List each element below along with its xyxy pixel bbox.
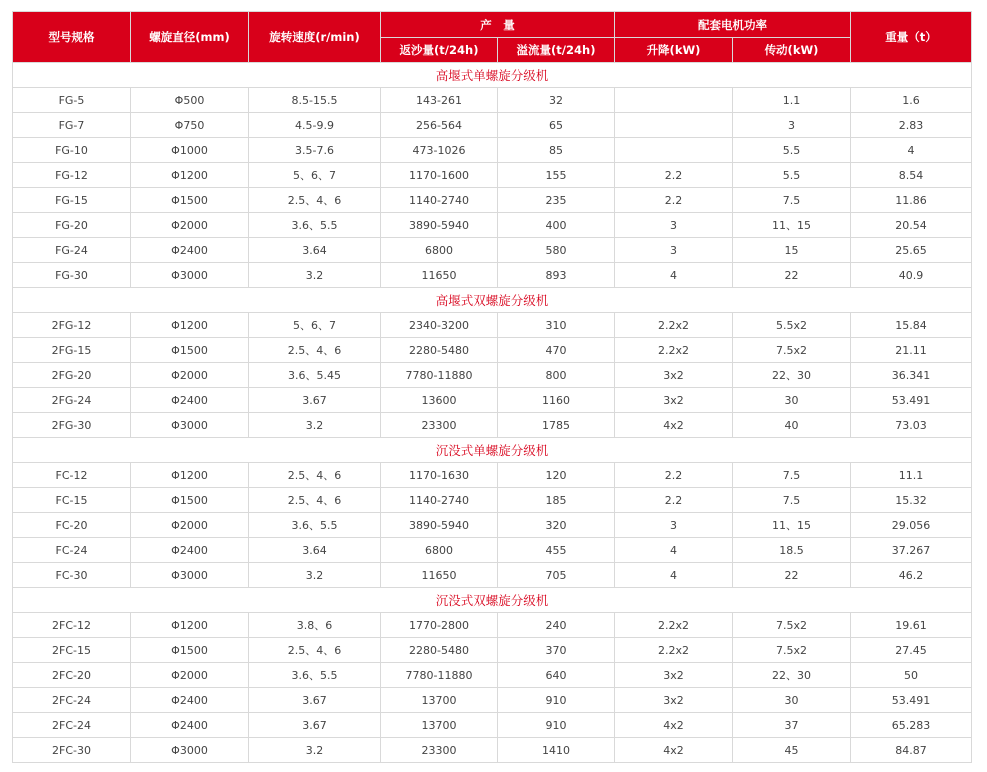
cell-drive-power: 40: [733, 413, 851, 438]
cell-drive-power: 15: [733, 238, 851, 263]
cell-weight: 37.267: [851, 538, 972, 563]
table-row: [13, 388, 972, 413]
cell-overflow: 910: [498, 713, 615, 738]
cell-weight: 36.341: [851, 363, 972, 388]
cell-diameter: Φ1000: [131, 138, 249, 163]
cell-return-sand: 1140-2740: [381, 188, 498, 213]
cell-lift-power: 4: [615, 263, 733, 288]
cell-drive-power: 22、30: [733, 363, 851, 388]
cell-drive-power: 7.5x2: [733, 613, 851, 638]
cell-diameter: Φ2400: [131, 538, 249, 563]
cell-drive-power: 22: [733, 563, 851, 588]
section-title: 沉没式双螺旋分级机: [13, 588, 972, 613]
cell-lift-power: [615, 138, 733, 163]
cell-lift-power: 2.2: [615, 488, 733, 513]
cell-return-sand: 23300: [381, 738, 498, 763]
cell-drive-power: 7.5: [733, 463, 851, 488]
table-row: [13, 538, 972, 563]
cell-lift-power: 3: [615, 238, 733, 263]
cell-speed: 5、6、7: [249, 313, 381, 338]
cell-overflow: 640: [498, 663, 615, 688]
table-row: [13, 713, 972, 738]
cell-weight: 46.2: [851, 563, 972, 588]
cell-drive-power: 5.5: [733, 163, 851, 188]
cell-overflow: 400: [498, 213, 615, 238]
table-row: [13, 663, 972, 688]
cell-model: FC-24: [13, 538, 131, 563]
cell-lift-power: [615, 113, 733, 138]
cell-return-sand: 1140-2740: [381, 488, 498, 513]
header-speed: 旋转速度(r/min): [249, 12, 381, 63]
cell-drive-power: 7.5: [733, 488, 851, 513]
cell-speed: 3.2: [249, 563, 381, 588]
header-capacity: 产 量: [381, 12, 615, 38]
cell-diameter: Φ3000: [131, 738, 249, 763]
cell-speed: 3.67: [249, 713, 381, 738]
table-row: [13, 138, 972, 163]
cell-return-sand: 1770-2800: [381, 613, 498, 638]
cell-weight: 53.491: [851, 388, 972, 413]
cell-speed: 2.5、4、6: [249, 488, 381, 513]
cell-model: 2FG-24: [13, 388, 131, 413]
table-body: [13, 63, 972, 763]
cell-diameter: Φ2400: [131, 238, 249, 263]
cell-speed: 2.5、4、6: [249, 188, 381, 213]
cell-model: FC-12: [13, 463, 131, 488]
cell-lift-power: 3x2: [615, 388, 733, 413]
cell-model: 2FC-24: [13, 713, 131, 738]
cell-model: 2FC-12: [13, 613, 131, 638]
cell-diameter: Φ1200: [131, 463, 249, 488]
section-title: 沉没式单螺旋分级机: [13, 438, 972, 463]
cell-model: FC-30: [13, 563, 131, 588]
cell-speed: 3.6、5.5: [249, 513, 381, 538]
cell-diameter: Φ3000: [131, 563, 249, 588]
cell-overflow: 32: [498, 88, 615, 113]
cell-weight: 1.6: [851, 88, 972, 113]
cell-speed: 2.5、4、6: [249, 638, 381, 663]
cell-lift-power: 3: [615, 513, 733, 538]
cell-overflow: 235: [498, 188, 615, 213]
cell-drive-power: 5.5: [733, 138, 851, 163]
cell-diameter: Φ2000: [131, 663, 249, 688]
cell-weight: 27.45: [851, 638, 972, 663]
cell-overflow: 705: [498, 563, 615, 588]
header-lift-power: 升降(kW): [615, 38, 733, 63]
cell-diameter: Φ750: [131, 113, 249, 138]
table-row: [13, 238, 972, 263]
cell-drive-power: 7.5: [733, 188, 851, 213]
cell-return-sand: 11650: [381, 563, 498, 588]
cell-model: FG-7: [13, 113, 131, 138]
cell-drive-power: 7.5x2: [733, 338, 851, 363]
cell-return-sand: 2280-5480: [381, 638, 498, 663]
cell-overflow: 120: [498, 463, 615, 488]
cell-weight: 19.61: [851, 613, 972, 638]
cell-return-sand: 13700: [381, 688, 498, 713]
cell-drive-power: 45: [733, 738, 851, 763]
cell-speed: 3.64: [249, 238, 381, 263]
cell-diameter: Φ2000: [131, 363, 249, 388]
cell-overflow: 65: [498, 113, 615, 138]
cell-diameter: Φ1500: [131, 638, 249, 663]
cell-overflow: 1160: [498, 388, 615, 413]
spec-table-container: [12, 11, 972, 763]
cell-lift-power: 4x2: [615, 413, 733, 438]
cell-weight: 50: [851, 663, 972, 688]
cell-return-sand: 6800: [381, 538, 498, 563]
cell-lift-power: 4: [615, 538, 733, 563]
cell-return-sand: 11650: [381, 263, 498, 288]
cell-overflow: 893: [498, 263, 615, 288]
section-header-row: [13, 438, 972, 463]
cell-speed: 3.2: [249, 738, 381, 763]
cell-weight: 11.1: [851, 463, 972, 488]
header-weight: 重量（t）: [851, 12, 972, 63]
table-header: [13, 12, 972, 63]
cell-model: FC-20: [13, 513, 131, 538]
spiral-classifier-spec-table: [12, 11, 972, 763]
cell-model: 2FC-20: [13, 663, 131, 688]
cell-lift-power: 2.2x2: [615, 313, 733, 338]
cell-lift-power: 2.2x2: [615, 338, 733, 363]
cell-weight: 53.491: [851, 688, 972, 713]
cell-weight: 40.9: [851, 263, 972, 288]
cell-return-sand: 143-261: [381, 88, 498, 113]
cell-lift-power: [615, 88, 733, 113]
table-row: [13, 213, 972, 238]
table-row: [13, 638, 972, 663]
cell-diameter: Φ2400: [131, 688, 249, 713]
cell-return-sand: 6800: [381, 238, 498, 263]
cell-model: FG-5: [13, 88, 131, 113]
cell-drive-power: 5.5x2: [733, 313, 851, 338]
table-row: [13, 738, 972, 763]
cell-drive-power: 30: [733, 388, 851, 413]
cell-return-sand: 256-564: [381, 113, 498, 138]
cell-speed: 8.5-15.5: [249, 88, 381, 113]
cell-diameter: Φ1200: [131, 313, 249, 338]
cell-speed: 2.5、4、6: [249, 338, 381, 363]
cell-return-sand: 1170-1630: [381, 463, 498, 488]
cell-diameter: Φ1200: [131, 163, 249, 188]
cell-overflow: 470: [498, 338, 615, 363]
cell-return-sand: 473-1026: [381, 138, 498, 163]
table-row: [13, 88, 972, 113]
cell-speed: 2.5、4、6: [249, 463, 381, 488]
cell-drive-power: 37: [733, 713, 851, 738]
cell-model: FG-12: [13, 163, 131, 188]
cell-weight: 73.03: [851, 413, 972, 438]
cell-lift-power: 3: [615, 213, 733, 238]
table-row: [13, 263, 972, 288]
cell-lift-power: 4x2: [615, 713, 733, 738]
cell-speed: 3.6、5.5: [249, 213, 381, 238]
cell-lift-power: 2.2: [615, 163, 733, 188]
cell-overflow: 580: [498, 238, 615, 263]
cell-speed: 3.8、6: [249, 613, 381, 638]
table-row: [13, 688, 972, 713]
cell-lift-power: 2.2x2: [615, 638, 733, 663]
cell-weight: 21.11: [851, 338, 972, 363]
cell-lift-power: 3x2: [615, 688, 733, 713]
table-row: [13, 488, 972, 513]
cell-model: FG-24: [13, 238, 131, 263]
cell-drive-power: 18.5: [733, 538, 851, 563]
header-return-sand: 返沙量(t/24h): [381, 38, 498, 63]
cell-diameter: Φ1500: [131, 188, 249, 213]
header-diameter: 螺旋直径(mm): [131, 12, 249, 63]
cell-drive-power: 1.1: [733, 88, 851, 113]
cell-model: 2FG-15: [13, 338, 131, 363]
table-row: [13, 563, 972, 588]
section-header-row: [13, 588, 972, 613]
cell-weight: 8.54: [851, 163, 972, 188]
section-header-row: [13, 288, 972, 313]
cell-overflow: 1410: [498, 738, 615, 763]
cell-model: 2FC-30: [13, 738, 131, 763]
cell-speed: 3.6、5.5: [249, 663, 381, 688]
cell-lift-power: 2.2x2: [615, 613, 733, 638]
cell-diameter: Φ2400: [131, 713, 249, 738]
cell-diameter: Φ2000: [131, 213, 249, 238]
header-model: 型号规格: [13, 12, 131, 63]
cell-diameter: Φ2000: [131, 513, 249, 538]
cell-return-sand: 13600: [381, 388, 498, 413]
cell-model: 2FC-24: [13, 688, 131, 713]
cell-model: 2FC-15: [13, 638, 131, 663]
table-row: [13, 363, 972, 388]
cell-model: FG-15: [13, 188, 131, 213]
cell-drive-power: 30: [733, 688, 851, 713]
cell-speed: 3.67: [249, 388, 381, 413]
cell-lift-power: 4: [615, 563, 733, 588]
cell-weight: 84.87: [851, 738, 972, 763]
cell-model: FG-30: [13, 263, 131, 288]
cell-drive-power: 3: [733, 113, 851, 138]
cell-return-sand: 23300: [381, 413, 498, 438]
cell-return-sand: 3890-5940: [381, 513, 498, 538]
cell-overflow: 320: [498, 513, 615, 538]
cell-overflow: 155: [498, 163, 615, 188]
cell-model: FC-15: [13, 488, 131, 513]
cell-overflow: 310: [498, 313, 615, 338]
cell-diameter: Φ2400: [131, 388, 249, 413]
cell-speed: 4.5-9.9: [249, 113, 381, 138]
cell-diameter: Φ500: [131, 88, 249, 113]
cell-model: 2FG-30: [13, 413, 131, 438]
cell-return-sand: 1170-1600: [381, 163, 498, 188]
table-row: [13, 413, 972, 438]
cell-overflow: 910: [498, 688, 615, 713]
cell-overflow: 1785: [498, 413, 615, 438]
cell-drive-power: 22: [733, 263, 851, 288]
table-row: [13, 513, 972, 538]
header-drive-power: 传动(kW): [733, 38, 851, 63]
cell-model: 2FG-12: [13, 313, 131, 338]
cell-return-sand: 13700: [381, 713, 498, 738]
cell-model: 2FG-20: [13, 363, 131, 388]
cell-lift-power: 2.2: [615, 188, 733, 213]
cell-speed: 3.2: [249, 413, 381, 438]
header-motor-power: 配套电机功率: [615, 12, 851, 38]
table-row: [13, 613, 972, 638]
cell-weight: 2.83: [851, 113, 972, 138]
table-row: [13, 163, 972, 188]
cell-weight: 29.056: [851, 513, 972, 538]
table-row: [13, 463, 972, 488]
section-header-row: [13, 63, 972, 88]
cell-speed: 3.2: [249, 263, 381, 288]
cell-speed: 3.67: [249, 688, 381, 713]
cell-return-sand: 7780-11880: [381, 363, 498, 388]
cell-diameter: Φ1200: [131, 613, 249, 638]
header-overflow: 溢流量(t/24h): [498, 38, 615, 63]
section-title: 高堰式单螺旋分级机: [13, 63, 972, 88]
cell-speed: 3.5-7.6: [249, 138, 381, 163]
cell-lift-power: 3x2: [615, 663, 733, 688]
cell-weight: 15.32: [851, 488, 972, 513]
cell-lift-power: 4x2: [615, 738, 733, 763]
cell-weight: 4: [851, 138, 972, 163]
cell-weight: 15.84: [851, 313, 972, 338]
cell-diameter: Φ3000: [131, 413, 249, 438]
cell-drive-power: 11、15: [733, 213, 851, 238]
cell-return-sand: 2280-5480: [381, 338, 498, 363]
cell-model: FG-10: [13, 138, 131, 163]
cell-drive-power: 22、30: [733, 663, 851, 688]
cell-diameter: Φ1500: [131, 488, 249, 513]
cell-speed: 3.64: [249, 538, 381, 563]
cell-overflow: 85: [498, 138, 615, 163]
cell-return-sand: 3890-5940: [381, 213, 498, 238]
cell-lift-power: 3x2: [615, 363, 733, 388]
cell-weight: 25.65: [851, 238, 972, 263]
cell-return-sand: 2340-3200: [381, 313, 498, 338]
cell-overflow: 800: [498, 363, 615, 388]
section-title: 高堰式双螺旋分级机: [13, 288, 972, 313]
table-row: [13, 313, 972, 338]
cell-weight: 20.54: [851, 213, 972, 238]
cell-speed: 3.6、5.45: [249, 363, 381, 388]
cell-speed: 5、6、7: [249, 163, 381, 188]
cell-diameter: Φ1500: [131, 338, 249, 363]
cell-overflow: 240: [498, 613, 615, 638]
cell-return-sand: 7780-11880: [381, 663, 498, 688]
cell-lift-power: 2.2: [615, 463, 733, 488]
cell-weight: 65.283: [851, 713, 972, 738]
cell-model: FG-20: [13, 213, 131, 238]
cell-drive-power: 11、15: [733, 513, 851, 538]
table-row: [13, 338, 972, 363]
cell-diameter: Φ3000: [131, 263, 249, 288]
cell-drive-power: 7.5x2: [733, 638, 851, 663]
cell-overflow: 185: [498, 488, 615, 513]
table-row: [13, 113, 972, 138]
table-row: [13, 188, 972, 213]
cell-overflow: 455: [498, 538, 615, 563]
cell-overflow: 370: [498, 638, 615, 663]
cell-weight: 11.86: [851, 188, 972, 213]
